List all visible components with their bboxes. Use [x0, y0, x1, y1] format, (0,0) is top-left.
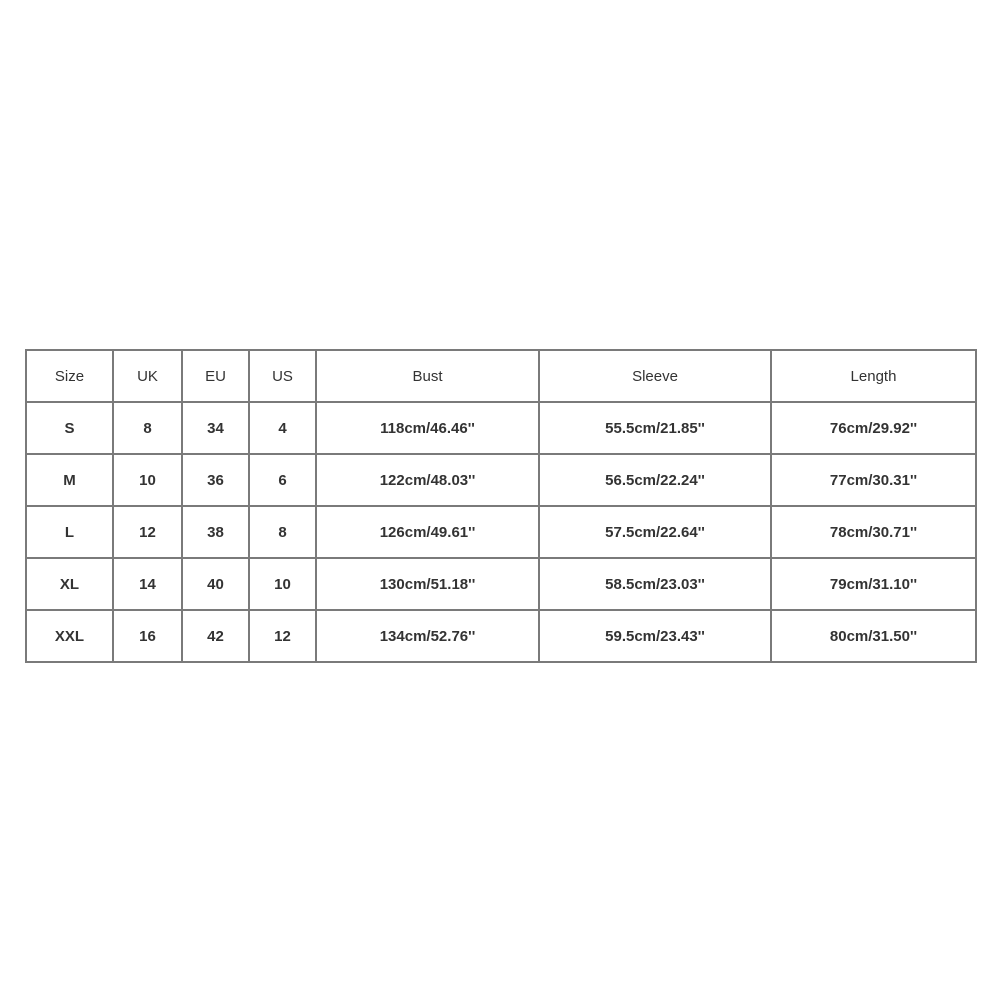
cell-sleeve: 56.5cm/22.24'': [539, 454, 771, 506]
cell-length: 80cm/31.50'': [771, 610, 976, 662]
cell-us: 6: [249, 454, 316, 506]
cell-eu: 36: [182, 454, 249, 506]
header-size: Size: [26, 350, 113, 402]
header-sleeve: Sleeve: [539, 350, 771, 402]
header-us: US: [249, 350, 316, 402]
cell-bust: 122cm/48.03'': [316, 454, 539, 506]
cell-size: S: [26, 402, 113, 454]
table-row: [26, 558, 976, 610]
cell-uk: 12: [113, 506, 182, 558]
cell-us: 10: [249, 558, 316, 610]
cell-eu: 42: [182, 610, 249, 662]
cell-uk: 10: [113, 454, 182, 506]
cell-uk: 14: [113, 558, 182, 610]
cell-bust: 118cm/46.46'': [316, 402, 539, 454]
cell-size: M: [26, 454, 113, 506]
cell-eu: 40: [182, 558, 249, 610]
table-row: [26, 402, 976, 454]
cell-uk: 16: [113, 610, 182, 662]
cell-us: 12: [249, 610, 316, 662]
cell-size: XL: [26, 558, 113, 610]
header-length: Length: [771, 350, 976, 402]
cell-size: L: [26, 506, 113, 558]
cell-sleeve: 55.5cm/21.85'': [539, 402, 771, 454]
cell-sleeve: 57.5cm/22.64'': [539, 506, 771, 558]
cell-length: 78cm/30.71'': [771, 506, 976, 558]
cell-length: 77cm/30.31'': [771, 454, 976, 506]
table-row: [26, 610, 976, 662]
header-eu: EU: [182, 350, 249, 402]
table-row: [26, 506, 976, 558]
cell-sleeve: 59.5cm/23.43'': [539, 610, 771, 662]
header-row: [26, 350, 976, 402]
cell-size: XXL: [26, 610, 113, 662]
cell-eu: 34: [182, 402, 249, 454]
cell-uk: 8: [113, 402, 182, 454]
size-chart-table: [25, 349, 977, 663]
header-uk: UK: [113, 350, 182, 402]
cell-eu: 38: [182, 506, 249, 558]
cell-sleeve: 58.5cm/23.03'': [539, 558, 771, 610]
header-bust: Bust: [316, 350, 539, 402]
cell-length: 79cm/31.10'': [771, 558, 976, 610]
table-row: [26, 454, 976, 506]
cell-bust: 126cm/49.61'': [316, 506, 539, 558]
cell-length: 76cm/29.92'': [771, 402, 976, 454]
cell-bust: 134cm/52.76'': [316, 610, 539, 662]
cell-bust: 130cm/51.18'': [316, 558, 539, 610]
cell-us: 8: [249, 506, 316, 558]
cell-us: 4: [249, 402, 316, 454]
